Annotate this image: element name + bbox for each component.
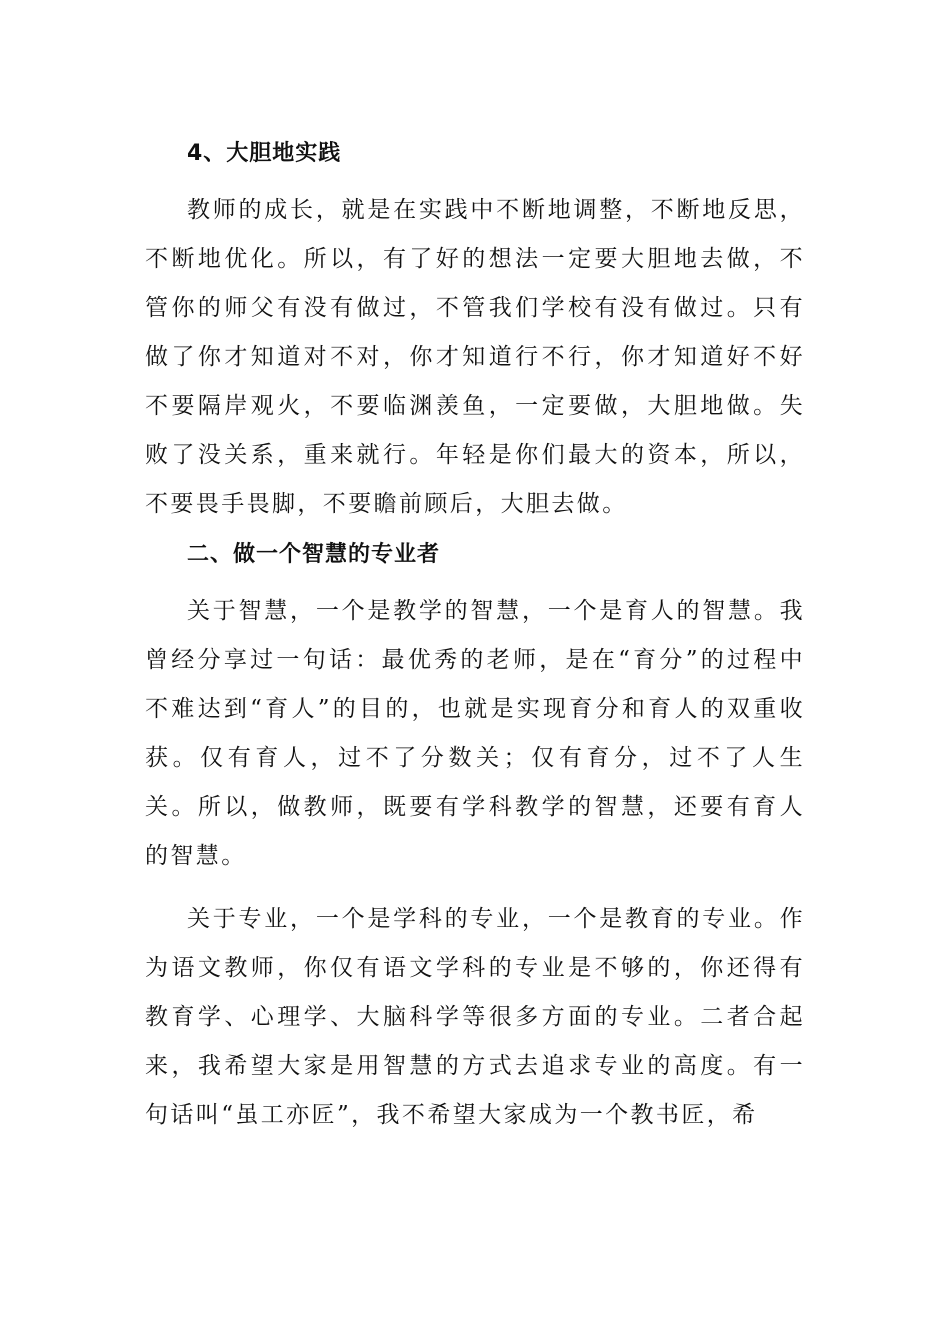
paragraph-practice: 教师的成长，就是在实践中不断地调整，不断地反思，不断地优化。所以，有了好的想法一定要大胆地去做，不管你的师父有没有做过，不管我们学校有没有做过。只有做了你才知道对不对，你才知道行不行，你才知道好不好不要隔岸观火，不要临渊羡鱼，一定要做，大胆地做。失败了没关系，重来就行。年轻是你们最大的资本，所以，不要畏手畏脚，不要瞻前顾后，大胆去做。 <box>145 197 805 517</box>
paragraph-profession: 关于专业，一个是学科的专业，一个是教育的专业。作为语文教师，你仅有语文学科的专业是不够的，你还得有教育学、心理学、大脑科学等很多方面的专业。二者合起来，我希望大家是用智慧的方式去追求专业的高度。有一句话叫“虽工亦匠”，我不希望大家成为一个教书匠，希 <box>145 906 805 1128</box>
section-heading-practice: 4、大胆地实践 <box>187 141 342 166</box>
section-heading-wise-professional: 二、做一个智慧的专业者 <box>187 542 441 567</box>
paragraph-wisdom: 关于智慧，一个是教学的智慧，一个是育人的智慧。我曾经分享过一句话：最优秀的老师，是在“育分”的过程中不难达到“育人”的目的，也就是实现育分和育人的双重收获。仅有育人，过不了分数关；仅有育分，过不了人生关。所以，做教师，既要有学科教学的智慧，还要有育人的智慧。 <box>145 598 805 869</box>
document-body <box>145 128 805 1140</box>
